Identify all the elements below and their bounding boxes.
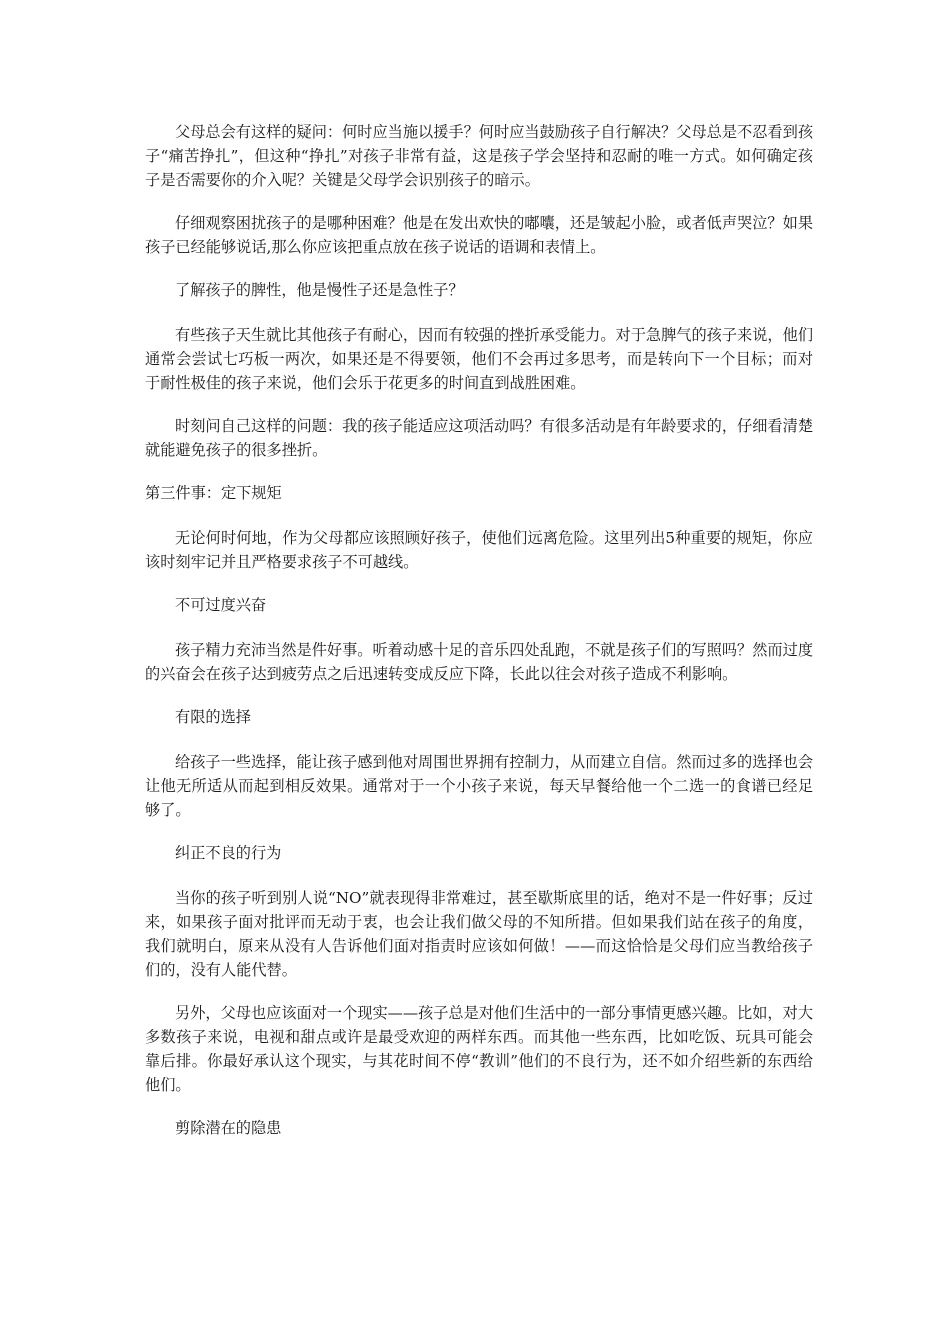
- rule-heading-choices: 有限的选择: [175, 708, 251, 726]
- reality-paragraph: 另外，父母也应该面对一个现实——孩子总是对他们生活中的一部分事情更感兴趣。比如，对大多数孩子来说，电视和甜点或许是最受欢迎的两样东西。而其他一些东西，比如吃饭、玩具可能会靠后排。你最好承认这个现实，与其花时间不停“教训”他们的不良行为，还不如介绍些新的东西给他们。: [145, 1004, 813, 1094]
- age-question-paragraph: 时刻问自己这样的问题：我的孩子能适应这项活动吗？有很多活动是有年龄要求的，仔细看清楚就能避免孩子的很多挫折。: [145, 417, 813, 459]
- choices-paragraph: 给孩子一些选择，能让孩子感到他对周围世界拥有控制力，从而建立自信。然而过多的选择也会让他无所适从而起到相反效果。通常对于一个小孩子来说，每天早餐给他一个二选一的食谱已经足够了。: [145, 753, 813, 819]
- excitement-paragraph: 孩子精力充沛当然是件好事。听着动感十足的音乐四处乱跑，不就是孩子们的写照吗？然而过度的兴奋会在孩子达到疲劳点之后迅速转变成反应下降，长此以往会对孩子造成不利影响。: [145, 641, 813, 683]
- rule-heading-hazards: 剪除潜在的隐患: [175, 1119, 282, 1137]
- patience-paragraph: 有些孩子天生就比其他孩子有耐心，因而有较强的挫折承受能力。对于急脾气的孩子来说，他们通常会尝试七巧板一两次，如果还是不得要领，他们不会再过多思考，而是转向下一个目标；而对于耐性极佳的孩子来说，他们会乐于花更多的时间直到战胜困难。: [145, 326, 813, 392]
- temperament-heading: 了解孩子的脾性，他是慢性子还是急性子？: [175, 281, 464, 299]
- document-page: [145, 120, 813, 1161]
- intro-paragraph: 父母总会有这样的疑问：何时应当施以援手？何时应当鼓励孩子自行解决？父母总是不忍看到孩子“痛苦挣扎”，但这种“挣扎”对孩子非常有益，这是孩子学会坚持和忍耐的唯一方式。如何确定孩子是否需要你的介入呢？关键是父母学会识别孩子的暗示。: [145, 123, 813, 189]
- rule-heading-excitement: 不可过度兴奋: [175, 596, 267, 614]
- rule-heading-behavior: 纠正不良的行为: [175, 844, 282, 862]
- section-heading-rules: 第三件事：定下规矩: [145, 484, 282, 502]
- rules-intro-paragraph: 无论何时何地，作为父母都应该照顾好孩子，使他们远离危险。这里列出5种重要的规矩，你应该时刻牢记并且严格要求孩子不可越线。: [145, 529, 813, 571]
- behavior-paragraph: 当你的孩子听到别人说“NO”就表现得非常难过，甚至歇斯底里的话，绝对不是一件好事；反过来，如果孩子面对批评而无动于衷，也会让我们做父母的不知所措。但如果我们站在孩子的角度，我们就明白，原来从没有人告诉他们面对指责时应该如何做！——而这恰恰是父母们应当教给孩子们的，没有人能代替。: [145, 889, 813, 979]
- observe-paragraph: 仔细观察困扰孩子的是哪种困难？他是在发出欢快的嘟囔，还是皱起小脸，或者低声哭泣？如果孩子已经能够说话,那么你应该把重点放在孩子说话的语调和表情上。: [145, 214, 813, 256]
